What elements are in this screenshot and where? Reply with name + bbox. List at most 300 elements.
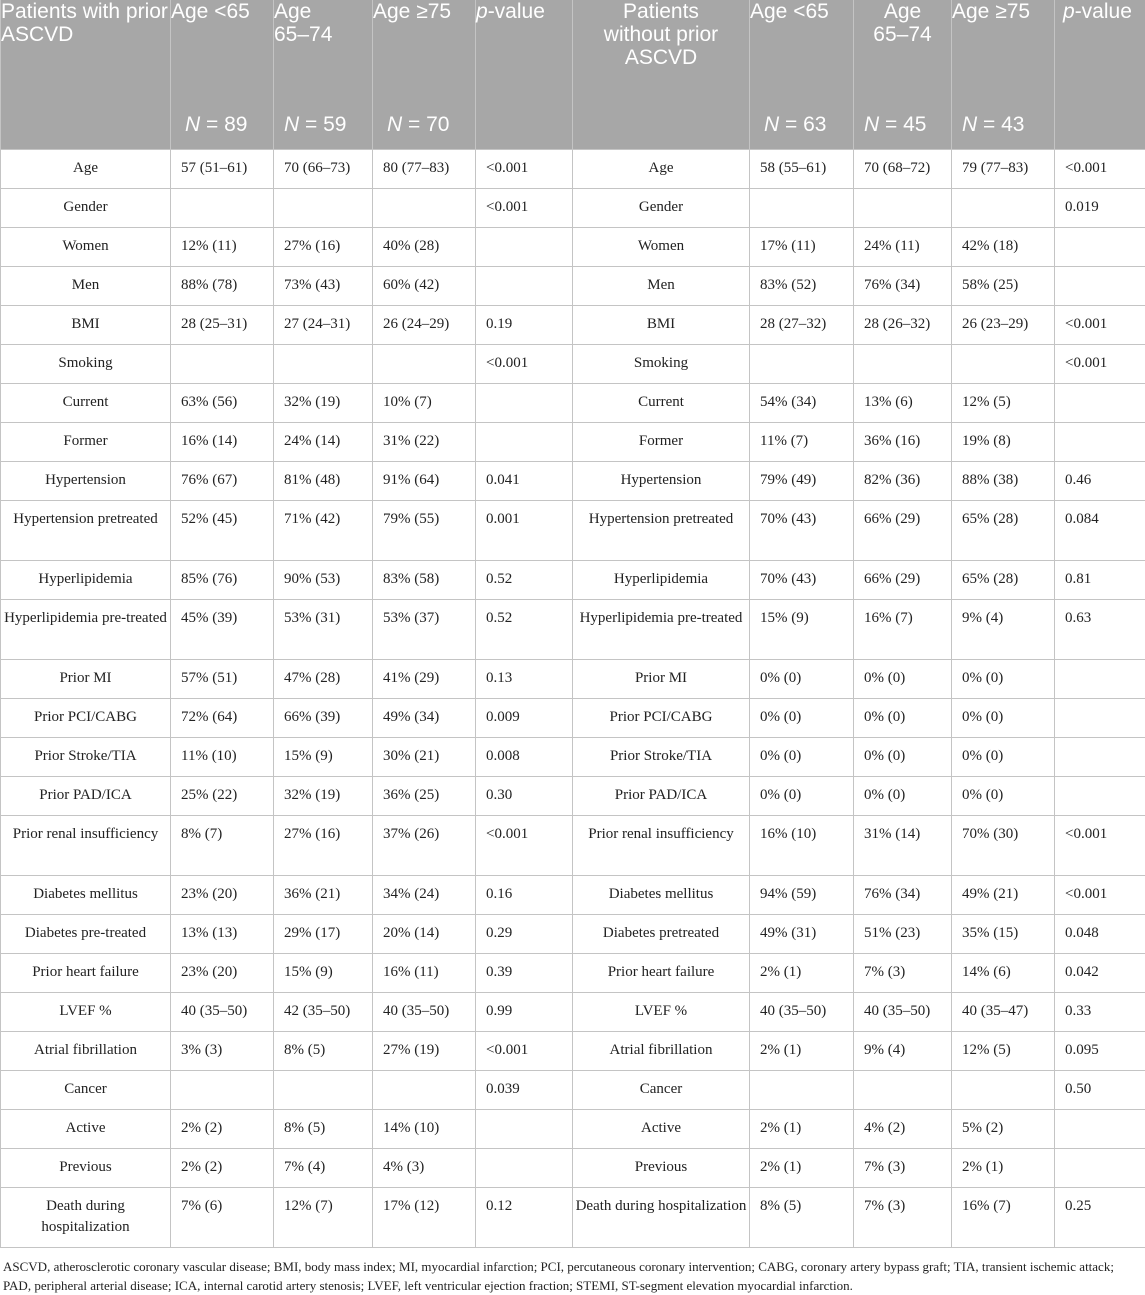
value-cell-with: 41% (29) (373, 660, 476, 699)
row-label-with: Gender (1, 189, 171, 228)
pvalue-cell-without: <0.001 (1055, 816, 1145, 876)
value-cell-without: 70% (30) (952, 816, 1055, 876)
value-cell-with: 28 (25–31) (171, 306, 274, 345)
n-label: N (764, 113, 779, 136)
row-label-without: Prior PAD/ICA (573, 777, 750, 816)
pvalue-cell-with: <0.001 (476, 150, 573, 189)
group-header-with-text: Patients with prior ASCVD (1, 0, 168, 46)
value-cell-with (373, 1071, 476, 1110)
value-cell-with: 8% (5) (274, 1032, 373, 1071)
value-cell-without: 31% (14) (854, 816, 952, 876)
value-cell-with: 79% (55) (373, 501, 476, 561)
table-row (1, 699, 1145, 738)
value-cell-without: 88% (38) (952, 462, 1055, 501)
pvalue-cell-with: <0.001 (476, 189, 573, 228)
value-cell-with (171, 1071, 274, 1110)
row-label-without: Men (573, 267, 750, 306)
row-label-without: Diabetes mellitus (573, 876, 750, 915)
value-cell-with: 90% (53) (274, 561, 373, 600)
pvalue-cell-without: 0.33 (1055, 993, 1145, 1032)
value-cell-without: 0% (0) (750, 738, 854, 777)
pvalue-cell-without: 0.048 (1055, 915, 1145, 954)
value-cell-with: 3% (3) (171, 1032, 274, 1071)
value-cell-with: 29% (17) (274, 915, 373, 954)
value-cell-with: 27 (24–31) (274, 306, 373, 345)
value-cell-without (952, 189, 1055, 228)
value-cell-with: 52% (45) (171, 501, 274, 561)
row-label-with: Prior Stroke/TIA (1, 738, 171, 777)
value-cell-without: 79 (77–83) (952, 150, 1055, 189)
pvalue-cell-with: 0.001 (476, 501, 573, 561)
n-eq: = (200, 113, 224, 136)
pvalue-cell-with: 0.29 (476, 915, 573, 954)
value-cell-with: 7% (6) (171, 1188, 274, 1248)
value-cell-without: 0% (0) (952, 660, 1055, 699)
value-cell-with: 31% (22) (373, 423, 476, 462)
value-cell-without: 40 (35–50) (854, 993, 952, 1032)
value-cell-with: 2% (2) (171, 1110, 274, 1149)
col-age-lt65-with (171, 0, 274, 100)
pvalue-cell-without: <0.001 (1055, 150, 1145, 189)
value-cell-with: 14% (10) (373, 1110, 476, 1149)
n-eq: = (299, 113, 323, 136)
table-footnote: ASCVD, atherosclerotic coronary vascular disease; BMI, body mass index; MI, myocardial infarction; PCI, percutaneous coronary intervention; CABG, coronary artery bypass graft; TIA, transient ischemic attack; PAD, peripheral arterial disease; ICA, internal carotid artery stenosis; LVEF, left ventricular ejection fraction; STEMI, ST-segment elevation myocardial infarction. (0, 1248, 1145, 1295)
pvalue-cell-without: 0.50 (1055, 1071, 1145, 1110)
col-age-lt65-text: Age <65 (750, 0, 829, 23)
row-label-without: LVEF % (573, 993, 750, 1032)
pvalue-cell-without (1055, 699, 1145, 738)
value-cell-with: 27% (16) (274, 816, 373, 876)
value-cell-with: 49% (34) (373, 699, 476, 738)
value-cell-with: 32% (19) (274, 384, 373, 423)
value-cell-without: 0% (0) (750, 777, 854, 816)
pvalue-cell-with (476, 228, 573, 267)
value-cell-with: 83% (58) (373, 561, 476, 600)
table-row (1, 1149, 1145, 1188)
value-cell-without: 82% (36) (854, 462, 952, 501)
row-label-without: Hyperlipidemia pre-treated (573, 600, 750, 660)
row-label-without: Atrial fibrillation (573, 1032, 750, 1071)
table-row (1, 384, 1145, 423)
pvalue-cell-without (1055, 267, 1145, 306)
row-label-without: Prior PCI/CABG (573, 699, 750, 738)
value-cell-with: 80 (77–83) (373, 150, 476, 189)
value-cell-without: 12% (5) (952, 384, 1055, 423)
value-cell-with: 25% (22) (171, 777, 274, 816)
table-header (1, 0, 1145, 150)
value-cell-with: 47% (28) (274, 660, 373, 699)
table-row (1, 738, 1145, 777)
value-cell-with: 88% (78) (171, 267, 274, 306)
value-cell-without: 2% (1) (952, 1149, 1055, 1188)
value-cell-without (854, 345, 952, 384)
row-label-with: Women (1, 228, 171, 267)
pvalue-cell-with (476, 423, 573, 462)
pvalue-cell-with (476, 1149, 573, 1188)
value-cell-with: 36% (25) (373, 777, 476, 816)
col-age-ge75-text: Age ≥75 (373, 0, 451, 23)
row-label-without: Women (573, 228, 750, 267)
table-body (1, 150, 1145, 1248)
col-age-65-74-line2: 65–74 (274, 23, 332, 46)
col-age-65-74-line1: Age (884, 0, 921, 23)
pvalue-cell-without (1055, 1110, 1145, 1149)
pvalue-cell-with: 0.13 (476, 660, 573, 699)
value-cell-without: 16% (7) (952, 1188, 1055, 1248)
value-cell-without (750, 1071, 854, 1110)
pvalue-cell-without (1055, 738, 1145, 777)
table-row (1, 561, 1145, 600)
pvalue-cell-without: 0.084 (1055, 501, 1145, 561)
value-cell-with: 27% (16) (274, 228, 373, 267)
n-count-with-ge75 (373, 100, 476, 150)
value-cell-without: 4% (2) (854, 1110, 952, 1149)
pvalue-cell-with: <0.001 (476, 345, 573, 384)
pvalue-cell-without (1055, 660, 1145, 699)
value-cell-without: 2% (1) (750, 1149, 854, 1188)
table-row (1, 954, 1145, 993)
value-cell-without: 49% (21) (952, 876, 1055, 915)
value-cell-with: 7% (4) (274, 1149, 373, 1188)
table-row (1, 876, 1145, 915)
row-label-with: Previous (1, 1149, 171, 1188)
pvalue-cell-without (1055, 777, 1145, 816)
value-cell-without (750, 345, 854, 384)
pvalue-cell-without: 0.63 (1055, 600, 1145, 660)
row-label-without: Prior renal insufficiency (573, 816, 750, 876)
value-cell-without: 0% (0) (952, 699, 1055, 738)
n-count-with-lt65 (171, 100, 274, 150)
value-cell-with: 17% (12) (373, 1188, 476, 1248)
value-cell-with: 8% (7) (171, 816, 274, 876)
n-value: 89 (224, 113, 247, 136)
row-label-without: Age (573, 150, 750, 189)
table-row (1, 1032, 1145, 1071)
n-label: N (284, 113, 299, 136)
row-label-without: Cancer (573, 1071, 750, 1110)
pvalue-cell-without: 0.042 (1055, 954, 1145, 993)
value-cell-without (750, 189, 854, 228)
table-row (1, 345, 1145, 384)
value-cell-with: 40 (35–50) (171, 993, 274, 1032)
pvalue-cell-with (476, 1110, 573, 1149)
pvalue-cell-with (476, 267, 573, 306)
value-cell-without: 9% (4) (854, 1032, 952, 1071)
value-cell-without (952, 345, 1055, 384)
value-cell-without: 7% (3) (854, 954, 952, 993)
row-label-with: Current (1, 384, 171, 423)
value-cell-with: 16% (11) (373, 954, 476, 993)
value-cell-without: 66% (29) (854, 561, 952, 600)
value-cell-without: 7% (3) (854, 1188, 952, 1248)
value-cell-with: 37% (26) (373, 816, 476, 876)
table-row (1, 189, 1145, 228)
value-cell-with (373, 345, 476, 384)
table-row (1, 1188, 1145, 1248)
value-cell-without: 0% (0) (854, 699, 952, 738)
row-label-with: Death during hospitalization (1, 1188, 171, 1248)
col-age-lt65-without (750, 0, 854, 100)
pvalue-cell-with: 0.009 (476, 699, 573, 738)
row-label-with: Hyperlipidemia pre-treated (1, 600, 171, 660)
value-cell-with: 91% (64) (373, 462, 476, 501)
row-label-with: Diabetes pre-treated (1, 915, 171, 954)
value-cell-without: 36% (16) (854, 423, 952, 462)
row-label-with: Age (1, 150, 171, 189)
col-age-ge75-text: Age ≥75 (952, 0, 1030, 23)
value-cell-without: 16% (7) (854, 600, 952, 660)
row-label-with: Prior MI (1, 660, 171, 699)
value-cell-with: 15% (9) (274, 738, 373, 777)
table-row (1, 993, 1145, 1032)
value-cell-with: 13% (13) (171, 915, 274, 954)
value-cell-without: 7% (3) (854, 1149, 952, 1188)
value-cell-without: 76% (34) (854, 267, 952, 306)
row-label-with: BMI (1, 306, 171, 345)
value-cell-with: 40% (28) (373, 228, 476, 267)
n-count-without-lt65 (750, 100, 854, 150)
col-pvalue-with (476, 0, 573, 150)
pvalue-cell-with: 0.041 (476, 462, 573, 501)
group-header-with-ascvd (1, 0, 171, 150)
pvalue-cell-with: 0.039 (476, 1071, 573, 1110)
row-label-without: Hypertension (573, 462, 750, 501)
pvalue-cell-without: <0.001 (1055, 345, 1145, 384)
pvalue-cell-with: <0.001 (476, 816, 573, 876)
pvalue-cell-with: 0.52 (476, 600, 573, 660)
row-label-with: Prior PCI/CABG (1, 699, 171, 738)
table-row (1, 816, 1145, 876)
table-row (1, 228, 1145, 267)
row-label-without: Gender (573, 189, 750, 228)
pvalue-cell-without (1055, 228, 1145, 267)
value-cell-without: 79% (49) (750, 462, 854, 501)
value-cell-without: 54% (34) (750, 384, 854, 423)
table-row (1, 915, 1145, 954)
value-cell-without: 17% (11) (750, 228, 854, 267)
row-label-without: Active (573, 1110, 750, 1149)
table-row (1, 267, 1145, 306)
n-eq: = (779, 113, 803, 136)
value-cell-with: 8% (5) (274, 1110, 373, 1149)
value-cell-without: 49% (31) (750, 915, 854, 954)
pvalue-cell-without: <0.001 (1055, 306, 1145, 345)
value-cell-with: 26 (24–29) (373, 306, 476, 345)
n-count-with-65-74 (274, 100, 373, 150)
table-row (1, 306, 1145, 345)
col-age-65-74-line2: 65–74 (873, 23, 931, 46)
row-label-with: Active (1, 1110, 171, 1149)
row-label-with: Hyperlipidemia (1, 561, 171, 600)
value-cell-without: 0% (0) (854, 660, 952, 699)
n-value: 59 (323, 113, 346, 136)
value-cell-without: 51% (23) (854, 915, 952, 954)
value-cell-without: 28 (27–32) (750, 306, 854, 345)
pvalue-cell-without (1055, 384, 1145, 423)
pvalue-cell-without: 0.46 (1055, 462, 1145, 501)
n-label: N (962, 113, 977, 136)
row-label-with: Diabetes mellitus (1, 876, 171, 915)
n-value: 63 (803, 113, 826, 136)
col-age-65-74-without (854, 0, 952, 100)
value-cell-without: 58 (55–61) (750, 150, 854, 189)
value-cell-without: 65% (28) (952, 501, 1055, 561)
value-cell-without: 0% (0) (952, 777, 1055, 816)
pvalue-cell-with: 0.008 (476, 738, 573, 777)
pvalue-cell-with: 0.30 (476, 777, 573, 816)
value-cell-with: 63% (56) (171, 384, 274, 423)
value-cell-without: 13% (6) (854, 384, 952, 423)
table-row (1, 600, 1145, 660)
value-cell-without (854, 189, 952, 228)
row-label-without: Former (573, 423, 750, 462)
pvalue-cell-with: 0.12 (476, 1188, 573, 1248)
value-cell-with (373, 189, 476, 228)
value-cell-with: 16% (14) (171, 423, 274, 462)
pvalue-cell-without: 0.81 (1055, 561, 1145, 600)
row-label-with: Cancer (1, 1071, 171, 1110)
pvalue-cell-with: <0.001 (476, 1032, 573, 1071)
value-cell-without: 0% (0) (750, 660, 854, 699)
value-cell-with: 57 (51–61) (171, 150, 274, 189)
row-label-without: Prior Stroke/TIA (573, 738, 750, 777)
n-label: N (185, 113, 200, 136)
table-row (1, 423, 1145, 462)
value-cell-with (171, 189, 274, 228)
value-cell-with: 23% (20) (171, 954, 274, 993)
n-label: N (387, 113, 402, 136)
value-cell-without: 66% (29) (854, 501, 952, 561)
value-cell-with: 85% (76) (171, 561, 274, 600)
pvalue-cell-with: 0.52 (476, 561, 573, 600)
value-cell-with: 32% (19) (274, 777, 373, 816)
pvalue-cell-without: 0.095 (1055, 1032, 1145, 1071)
value-cell-without: 40 (35–47) (952, 993, 1055, 1032)
pvalue-p: p (1063, 0, 1075, 23)
row-label-without: Prior heart failure (573, 954, 750, 993)
value-cell-without: 9% (4) (952, 600, 1055, 660)
value-cell-without: 0% (0) (854, 777, 952, 816)
value-cell-with: 10% (7) (373, 384, 476, 423)
group-header-without-ascvd (573, 0, 750, 150)
value-cell-with: 72% (64) (171, 699, 274, 738)
value-cell-without: 70 (68–72) (854, 150, 952, 189)
row-label-without: Previous (573, 1149, 750, 1188)
value-cell-without: 8% (5) (750, 1188, 854, 1248)
value-cell-without: 0% (0) (854, 738, 952, 777)
n-value: 45 (903, 113, 926, 136)
col-age-65-74-line1: Age (274, 0, 311, 23)
n-eq: = (977, 113, 1001, 136)
value-cell-without: 0% (0) (952, 738, 1055, 777)
n-label: N (864, 113, 879, 136)
table-row (1, 462, 1145, 501)
value-cell-with: 53% (31) (274, 600, 373, 660)
row-label-with: Former (1, 423, 171, 462)
value-cell-with: 81% (48) (274, 462, 373, 501)
value-cell-without: 14% (6) (952, 954, 1055, 993)
value-cell-with: 11% (10) (171, 738, 274, 777)
value-cell-without: 94% (59) (750, 876, 854, 915)
row-label-without: Current (573, 384, 750, 423)
value-cell-without: 65% (28) (952, 561, 1055, 600)
col-age-lt65-text: Age <65 (171, 0, 250, 23)
value-cell-without: 16% (10) (750, 816, 854, 876)
n-value: 70 (426, 113, 449, 136)
table-row (1, 1110, 1145, 1149)
value-cell-without: 11% (7) (750, 423, 854, 462)
value-cell-with: 76% (67) (171, 462, 274, 501)
value-cell-with: 36% (21) (274, 876, 373, 915)
row-label-without: Hypertension pretreated (573, 501, 750, 561)
pvalue-p: p (476, 0, 488, 23)
value-cell-with: 20% (14) (373, 915, 476, 954)
row-label-without: Diabetes pretreated (573, 915, 750, 954)
n-eq: = (879, 113, 903, 136)
table-row (1, 777, 1145, 816)
value-cell-without: 28 (26–32) (854, 306, 952, 345)
n-value: 43 (1001, 113, 1024, 136)
pvalue-cell-with: 0.16 (476, 876, 573, 915)
value-cell-with: 70 (66–73) (274, 150, 373, 189)
value-cell-with: 34% (24) (373, 876, 476, 915)
value-cell-with: 30% (21) (373, 738, 476, 777)
row-label-without: Death during hospitalization (573, 1188, 750, 1248)
value-cell-without: 15% (9) (750, 600, 854, 660)
pvalue-rest: -value (1075, 0, 1132, 23)
value-cell-without: 70% (43) (750, 501, 854, 561)
value-cell-without: 0% (0) (750, 699, 854, 738)
row-label-with: Prior heart failure (1, 954, 171, 993)
value-cell-with: 57% (51) (171, 660, 274, 699)
value-cell-without (854, 1071, 952, 1110)
value-cell-with: 23% (20) (171, 876, 274, 915)
value-cell-without (952, 1071, 1055, 1110)
row-label-with: Prior PAD/ICA (1, 777, 171, 816)
value-cell-without: 58% (25) (952, 267, 1055, 306)
table-row (1, 150, 1145, 189)
value-cell-with (274, 345, 373, 384)
n-count-without-65-74 (854, 100, 952, 150)
value-cell-with: 71% (42) (274, 501, 373, 561)
value-cell-without: 35% (15) (952, 915, 1055, 954)
pvalue-cell-without (1055, 1149, 1145, 1188)
value-cell-without: 26 (23–29) (952, 306, 1055, 345)
value-cell-with: 45% (39) (171, 600, 274, 660)
value-cell-without: 2% (1) (750, 1032, 854, 1071)
value-cell-with: 53% (37) (373, 600, 476, 660)
col-age-ge75-with (373, 0, 476, 100)
value-cell-without: 5% (2) (952, 1110, 1055, 1149)
table-row (1, 1071, 1145, 1110)
value-cell-with: 73% (43) (274, 267, 373, 306)
row-label-without: Hyperlipidemia (573, 561, 750, 600)
pvalue-cell-with: 0.39 (476, 954, 573, 993)
row-label-with: Hypertension pretreated (1, 501, 171, 561)
value-cell-with: 60% (42) (373, 267, 476, 306)
row-label-without: Prior MI (573, 660, 750, 699)
value-cell-with: 12% (11) (171, 228, 274, 267)
pvalue-cell-with: 0.99 (476, 993, 573, 1032)
value-cell-with: 27% (19) (373, 1032, 476, 1071)
value-cell-with: 42 (35–50) (274, 993, 373, 1032)
col-age-ge75-without (952, 0, 1055, 100)
pvalue-cell-without (1055, 423, 1145, 462)
value-cell-without: 40 (35–50) (750, 993, 854, 1032)
value-cell-without: 19% (8) (952, 423, 1055, 462)
value-cell-with (171, 345, 274, 384)
row-label-with: Hypertension (1, 462, 171, 501)
